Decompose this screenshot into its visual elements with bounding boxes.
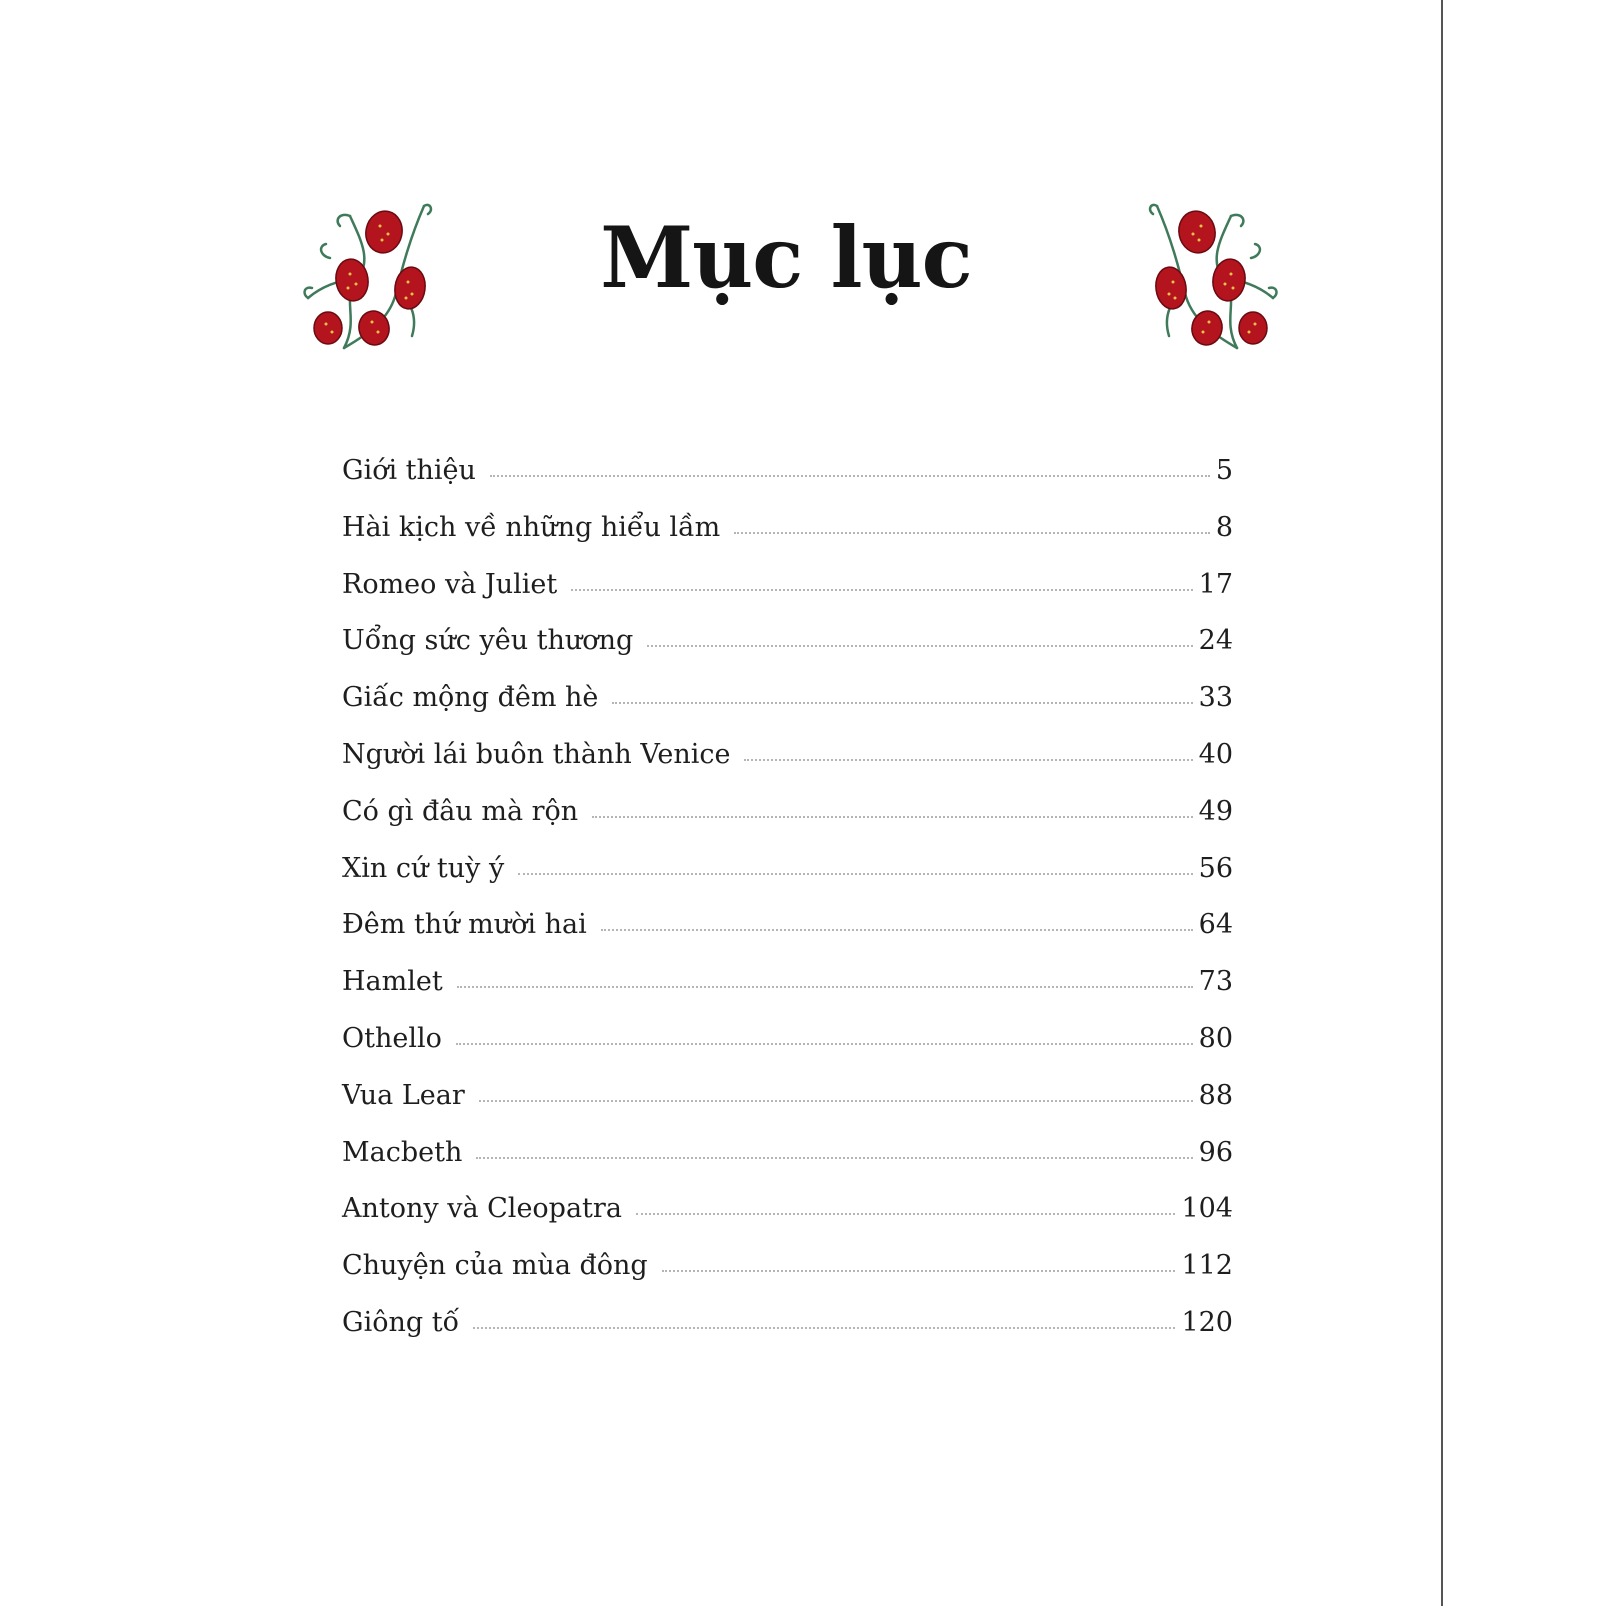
toc-dot-leader — [456, 1043, 1193, 1045]
toc-entry-page: 56 — [1198, 852, 1233, 884]
toc-dot-leader — [592, 816, 1192, 818]
toc-entry-title: Macbeth — [342, 1136, 463, 1168]
toc-entry-page: 24 — [1198, 625, 1233, 657]
toc-entry-page: 40 — [1198, 738, 1233, 770]
toc-dot-leader — [571, 589, 1192, 591]
toc-entry-title: Giới thiệu — [342, 455, 476, 486]
toc-entry-page: 96 — [1198, 1136, 1233, 1168]
toc-entry-title: Othello — [342, 1022, 442, 1054]
toc-entry-page: 120 — [1181, 1306, 1233, 1338]
toc-entry[interactable] — [342, 1250, 1233, 1307]
berries — [1153, 208, 1267, 348]
toc-entry-page: 80 — [1198, 1022, 1233, 1054]
toc-entry-page: 33 — [1198, 682, 1233, 714]
toc-entry-title: Romeo và Juliet — [342, 568, 558, 600]
toc-entry-page: 8 — [1215, 511, 1233, 543]
toc-entry-title: Antony và Cleopatra — [342, 1193, 622, 1225]
toc-dot-leader — [473, 1327, 1175, 1329]
toc-entry-title: Hài kịch về những hiểu lầm — [342, 511, 721, 543]
berries-ornament-right — [1145, 198, 1281, 358]
toc-entry[interactable] — [342, 512, 1233, 569]
toc-dot-leader — [636, 1213, 1176, 1215]
toc-dot-leader — [601, 929, 1193, 931]
toc-entry-title: Người lái buôn thành Venice — [342, 738, 731, 770]
toc-entry-page: 64 — [1198, 909, 1233, 941]
toc-entry-title: Hamlet — [342, 966, 443, 998]
table-of-contents — [342, 455, 1233, 1364]
toc-entry-title: Vua Lear — [342, 1079, 465, 1111]
toc-entry[interactable] — [342, 739, 1233, 796]
toc-entry-page: 5 — [1215, 455, 1233, 486]
toc-entry-title: Uổng sức yêu thương — [342, 625, 634, 657]
toc-dot-leader — [476, 1157, 1192, 1159]
toc-dot-leader — [647, 645, 1192, 647]
toc-entry-title: Đêm thứ mười hai — [342, 909, 587, 941]
toc-entry-title: Giấc mộng đêm hè — [342, 682, 599, 714]
toc-dot-leader — [612, 702, 1192, 704]
toc-entry-title: Chuyện của mùa đông — [342, 1250, 648, 1282]
toc-dot-leader — [662, 1270, 1176, 1272]
toc-entry-title: Giông tố — [342, 1306, 460, 1338]
toc-entry[interactable] — [342, 966, 1233, 1023]
toc-dot-leader — [457, 986, 1193, 988]
toc-dot-leader — [734, 532, 1210, 534]
toc-dot-leader — [518, 873, 1192, 875]
toc-entry[interactable] — [342, 569, 1233, 626]
toc-entry-page: 112 — [1181, 1250, 1233, 1282]
toc-entry[interactable] — [342, 853, 1233, 910]
toc-entry[interactable] — [342, 909, 1233, 966]
toc-entry[interactable] — [342, 455, 1233, 512]
toc-entry[interactable] — [342, 796, 1233, 853]
toc-entry[interactable] — [342, 682, 1233, 739]
toc-entry[interactable] — [342, 1193, 1233, 1250]
page-title: Mục lục — [600, 208, 972, 307]
toc-entry-page: 49 — [1198, 795, 1233, 827]
toc-entry-page: 104 — [1181, 1193, 1233, 1225]
toc-entry-page: 17 — [1198, 568, 1233, 600]
toc-entry[interactable] — [342, 1137, 1233, 1194]
toc-dot-leader — [744, 759, 1192, 761]
toc-entry[interactable] — [342, 1080, 1233, 1137]
toc-entry-page: 73 — [1198, 966, 1233, 998]
toc-entry[interactable] — [342, 625, 1233, 682]
toc-entry-page: 88 — [1198, 1079, 1233, 1111]
toc-entry-title: Xin cứ tuỳ ý — [342, 852, 505, 884]
toc-dot-leader — [479, 1100, 1193, 1102]
toc-entry[interactable] — [342, 1307, 1233, 1364]
toc-dot-leader — [490, 475, 1210, 477]
toc-entry[interactable] — [342, 1023, 1233, 1080]
toc-entry-title: Có gì đâu mà rộn — [342, 795, 579, 827]
